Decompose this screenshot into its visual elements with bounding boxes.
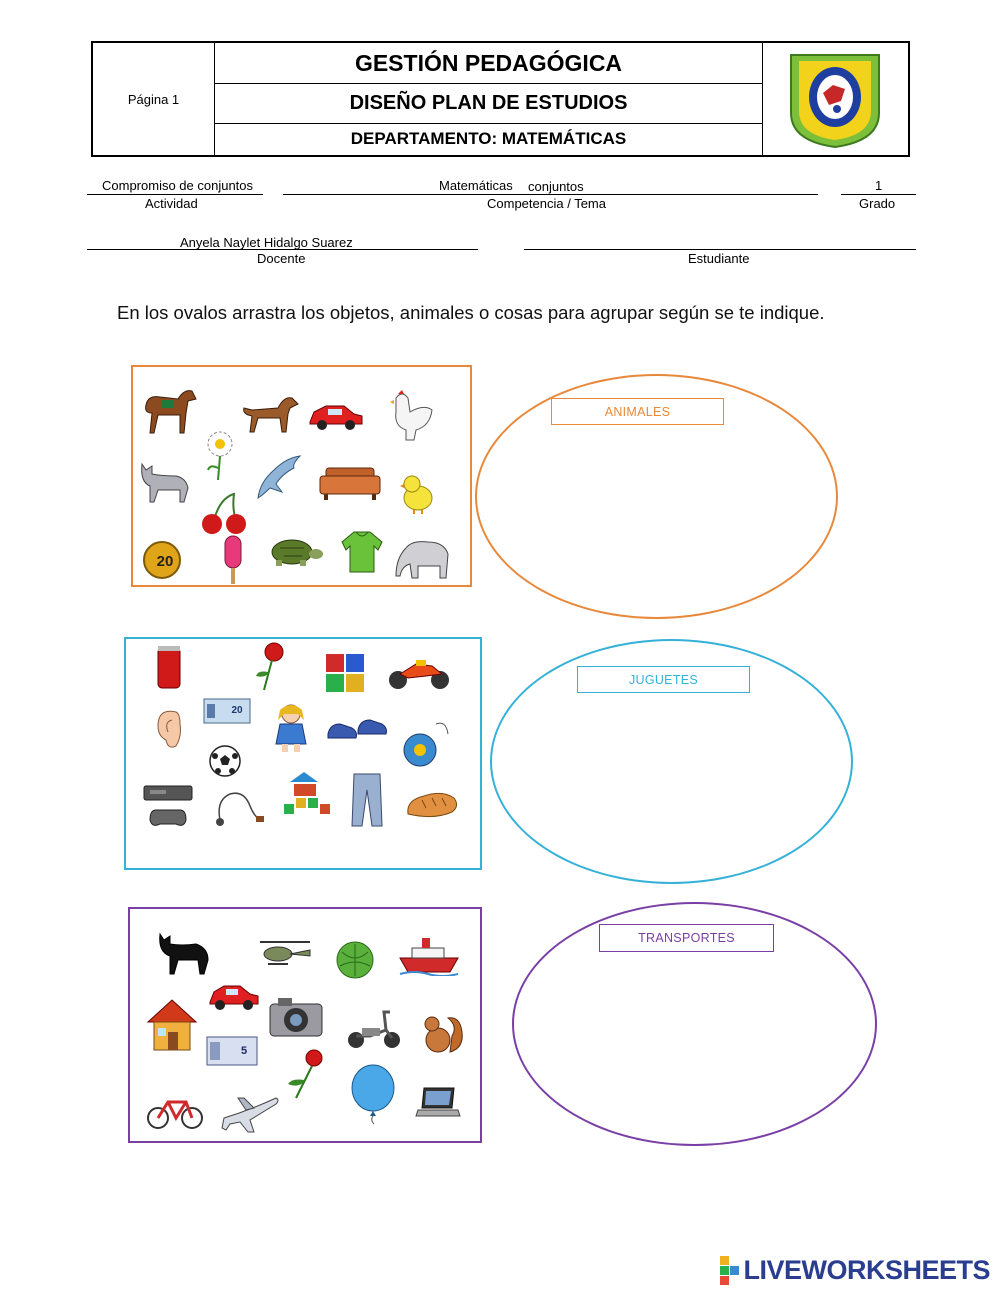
daisy-item[interactable]: [202, 428, 238, 482]
cherries-item[interactable]: [198, 492, 250, 536]
coin-text: 20: [156, 553, 174, 570]
grado-line: [841, 194, 916, 195]
ship-item[interactable]: [398, 934, 460, 976]
bicycle-item[interactable]: [146, 1094, 204, 1130]
bread-item[interactable]: [404, 788, 460, 822]
horse-item[interactable]: [138, 383, 200, 439]
bill-5-text: 5: [240, 1045, 248, 1057]
chick-item[interactable]: [400, 472, 436, 514]
estudiante-label: Estudiante: [688, 251, 750, 266]
liveworksheets-logo-icon: [720, 1256, 739, 1285]
airplane-item[interactable]: [220, 1090, 282, 1134]
competencia-value-a: Matemáticas: [439, 178, 513, 193]
docente-line: [87, 249, 478, 250]
header-table: [91, 41, 910, 157]
coin-item[interactable]: [142, 540, 182, 580]
jeans-item[interactable]: [350, 772, 384, 828]
balloon-item[interactable]: [350, 1064, 396, 1126]
yoyo-item[interactable]: [400, 718, 452, 770]
grado-value: 1: [875, 178, 883, 193]
soccer-ball-item[interactable]: [208, 744, 242, 778]
actividad-value: Compromiso de conjuntos: [102, 178, 254, 193]
grado-label: Grado: [859, 196, 896, 211]
set-label-transportes: TRANSPORTES: [599, 924, 774, 952]
rose-item-2[interactable]: [284, 1048, 326, 1100]
actividad-label: Actividad: [145, 196, 198, 211]
bill-20-text: 20: [231, 705, 243, 716]
set-label-animales: ANIMALES: [551, 398, 724, 425]
bill-20-item[interactable]: [203, 698, 251, 724]
camera-item[interactable]: [268, 994, 324, 1038]
popsicle-item[interactable]: [222, 534, 244, 586]
competencia-line: [283, 194, 818, 195]
puzzle-item[interactable]: [324, 652, 366, 694]
liveworksheets-brand[interactable]: [720, 1255, 990, 1286]
blocks-item[interactable]: [282, 770, 334, 816]
cat-item-2[interactable]: [156, 930, 212, 976]
car-item[interactable]: [306, 400, 366, 432]
page-label: Página 1: [93, 43, 215, 155]
sweater-item[interactable]: [340, 528, 384, 574]
header-department: DEPARTAMENTO: MATEMÁTICAS: [350, 129, 627, 148]
dog-item[interactable]: [238, 388, 302, 436]
header-subtitle: DISEÑO PLAN DE ESTUDIOS: [214, 83, 763, 124]
shoes-item[interactable]: [326, 716, 390, 744]
earphones-item[interactable]: [210, 780, 266, 832]
squirrel-item[interactable]: [420, 1008, 466, 1056]
docente-value: Anyela Naylet Hidalgo Suarez: [180, 235, 353, 250]
competencia-label: Competencia / Tema: [487, 196, 606, 211]
soda-can-item[interactable]: [156, 644, 182, 690]
actividad-line: [87, 194, 263, 195]
laptop-item[interactable]: [414, 1084, 462, 1120]
elephant-item[interactable]: [392, 538, 454, 582]
hen-item[interactable]: [384, 388, 436, 444]
helicopter-item[interactable]: [256, 936, 314, 970]
cat-item-1[interactable]: [136, 460, 192, 506]
estudiante-line: [524, 249, 916, 250]
dolphin-item[interactable]: [252, 452, 304, 502]
doll-item[interactable]: [268, 702, 314, 754]
motorcycle-item[interactable]: [386, 654, 452, 690]
car-item-2[interactable]: [206, 982, 262, 1012]
instruction-text: En los ovalos arrastra los objetos, animales o cosas para agrupar según se te indique.: [117, 302, 825, 323]
bill-5-item[interactable]: [206, 1036, 258, 1066]
scooter-item[interactable]: [346, 1008, 402, 1050]
header-title: GESTIÓN PEDAGÓGICA: [214, 43, 763, 84]
ear-item[interactable]: [152, 706, 184, 752]
set-label-juguetes: JUGUETES: [577, 666, 750, 693]
school-logo: [762, 43, 908, 155]
docente-label: Docente: [257, 251, 306, 266]
sofa-item[interactable]: [318, 462, 382, 502]
competencia-value-b: conjuntos: [528, 179, 584, 194]
game-console-item[interactable]: [140, 780, 196, 834]
turtle-item[interactable]: [264, 536, 326, 568]
brand-text: LIVEWORKSHEETS: [743, 1255, 990, 1285]
rose-item-1[interactable]: [250, 640, 290, 692]
lettuce-item[interactable]: [332, 940, 378, 980]
house-item[interactable]: [146, 996, 198, 1052]
